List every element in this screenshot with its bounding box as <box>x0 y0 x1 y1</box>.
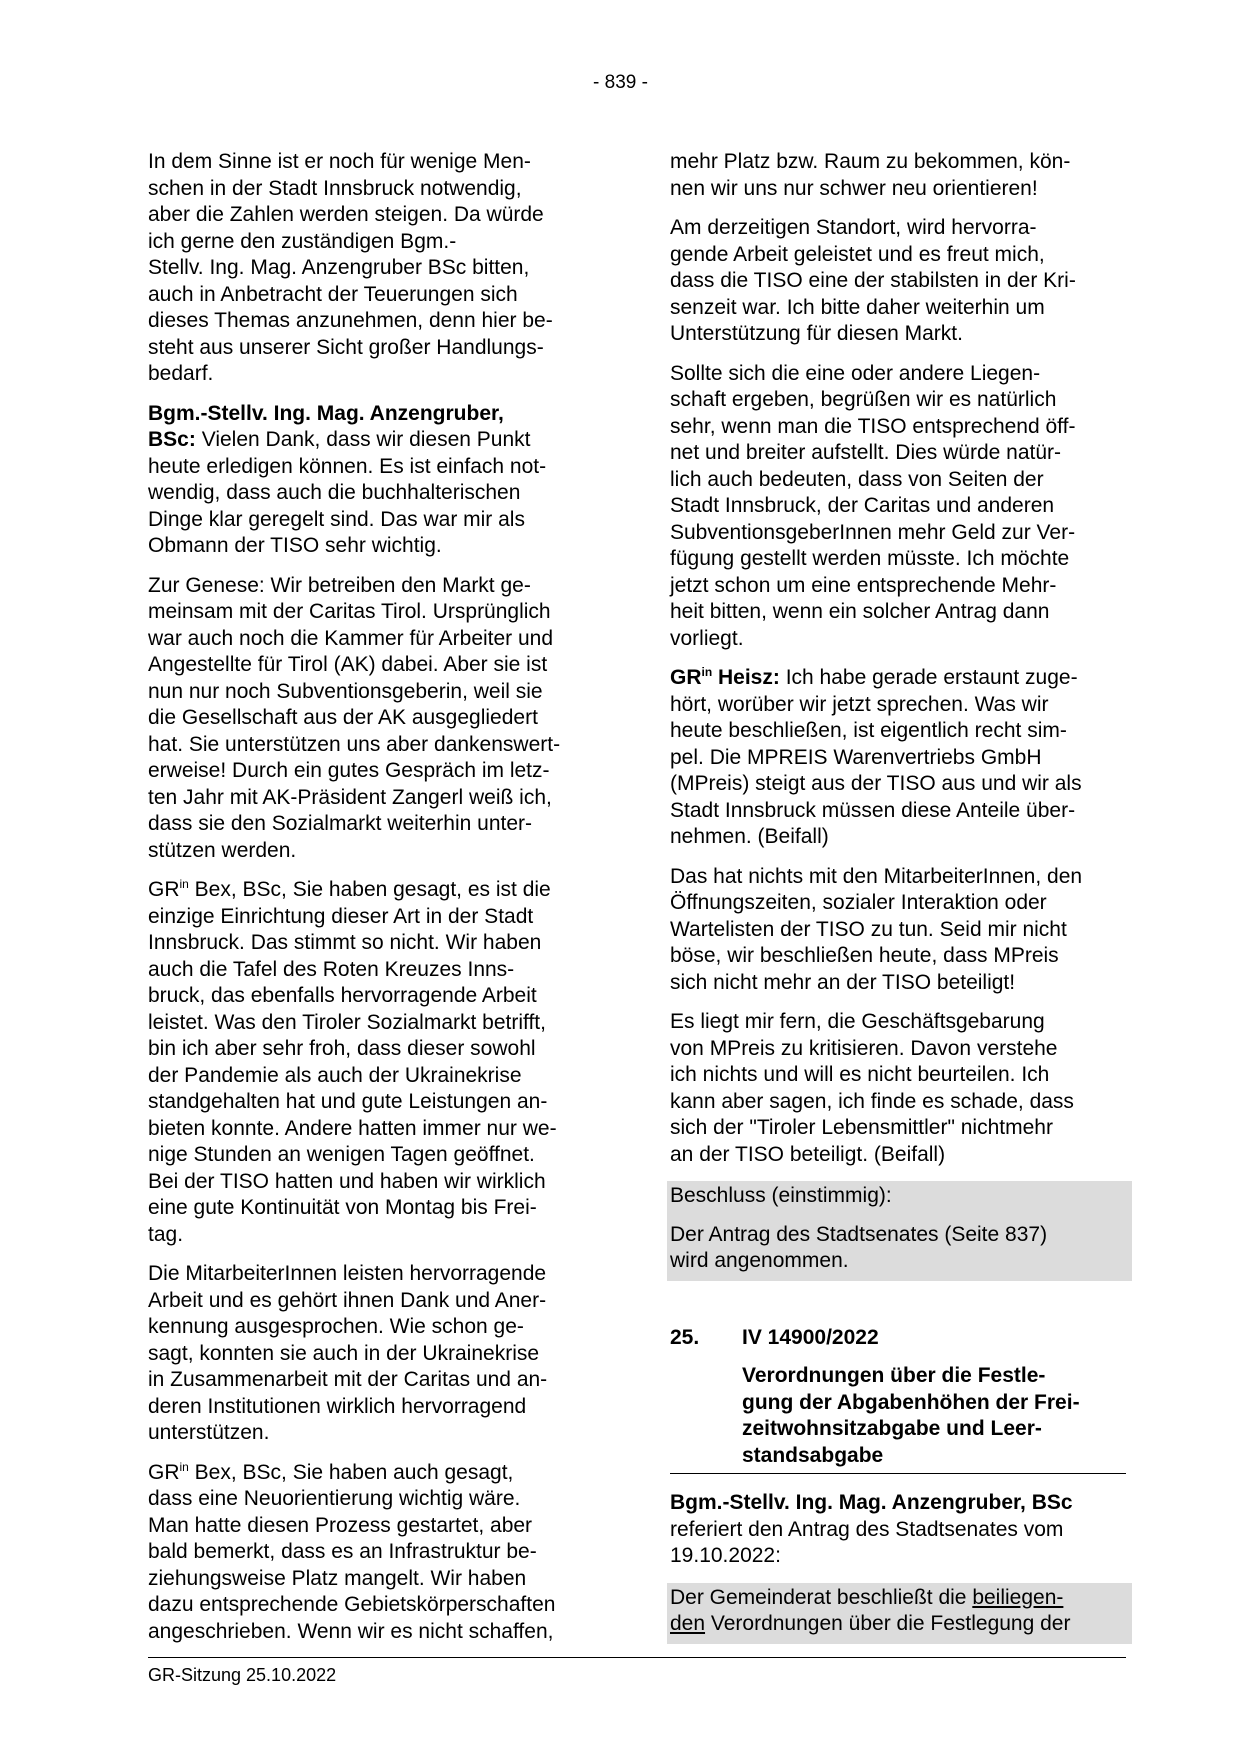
paragraph: Sollte sich die eine oder andere Liegen- schaft ergeben, begrüßen wir es natürlich sehr, wenn man die TISO entsprechend öff- net und breiter aufstellt. Dies würde natür- lich auch bedeuten, dass von Seiten der Stadt Innsbruck, der Caritas und anderen SubventionsgeberInnen mehr Geld zur Ver- fügung gestellt werden müsste. Ich möchte jetzt schon um eine entsprechende Mehr- heit bitten, wenn ein solcher Antrag dann vorliegt. <box>670 361 1076 650</box>
paragraph: Es liegt mir fern, die Geschäftsgebarung von MPreis zu kritisieren. Davon verstehe ich nichts und will es nicht beurteilen. Ich kann aber sagen, ich finde es schade, dass sich der "Tiroler Lebensmittler" nichtmehr an der TISO beteiligt. (Beifall) <box>670 1010 1074 1166</box>
page-number: - 839 - <box>593 72 648 93</box>
motion-box <box>667 1583 1132 1644</box>
footer-text: GR-Sitzung 25.10.2022 <box>148 1665 337 1685</box>
resolution-title: Beschluss (einstimmig): <box>670 1184 892 1207</box>
footer-divider <box>148 1657 1126 1658</box>
motion-text: Der Gemeinderat beschließt die beiliegen- den Verordnungen über die Festlegung der <box>670 1585 1071 1635</box>
speaker-name: Bgm.-Stellv. Ing. Mag. Anzengruber, <box>148 401 504 425</box>
referent-name: Bgm.-Stellv. Ing. Mag. Anzengruber, BSc <box>670 1491 1073 1514</box>
paragraph: In dem Sinne ist er noch für wenige Men- schen in der Stadt Innsbruck notwendig, aber die Zahlen werden steigen. Da würde ich gerne den zuständigen Bgm.- Stellv. Ing. Mag. Anzengruber BSc bitten, auch in Anbetracht der Teuerungen sich dieses Themas anzunehmen, denn hier be- steht aus unserer Sicht großer Handlungs- bedarf. <box>148 150 553 385</box>
paragraph: mehr Platz bzw. Raum zu bekommen, kön- nen wir uns nur schwer neu orientieren! <box>670 150 1071 200</box>
paragraph: Zur Genese: Wir betreiben den Markt ge- meinsam mit der Caritas Tirol. Ursprünglich war auch noch die Kammer für Arbeiter und Angestellte für Tirol (AK) dabei. Aber sie ist nun nur noch Subventionsgeberin, weil sie die Gesellschaft aus der AK ausgegliedert hat. Sie unterstützen uns aber dankenswert- erweise! Durch ein gutes Gespräch im letz- ten Jahr mit AK-Präsident Zangerl weiß ich, dass sie den Sozialmarkt weiterhin unter- stützen werden. <box>148 573 561 862</box>
agenda-reference: IV 14900/2022 <box>742 1325 879 1349</box>
speaker-name-cont: BSc: <box>148 428 196 451</box>
referent-paragraph: Bgm.-Stellv. Ing. Mag. Anzengruber, BSc referiert den Antrag des Stadtsenates vom 19.10.2022: <box>670 1491 1073 1567</box>
speaker-paragraph: Bgm.-Stellv. Ing. Mag. Anzengruber, BSc: Vielen Dank, dass wir diesen Punkt heute erledigen können. Es ist einfach not- wendig, dass auch die buchhalterischen Dinge klar geregelt sind. Das war mir als Obmann der TISO sehr wichtig. <box>148 401 547 557</box>
paragraph: Die MitarbeiterInnen leisten hervorragende Arbeit und es gehört ihnen Dank und Aner- kennung ausgesprochen. Wie schon ge- sagt, konnten sie auch in der Ukrainekrise in Zusammenarbeit mit der Caritas und an- deren Institutionen wirklich hervorragend unterstützen. <box>148 1262 548 1444</box>
agenda-number: 25. <box>670 1325 700 1349</box>
speaker-paragraph: $GR^{in}$ Heisz: Ich habe gerade erstaunt zuge- hört, worüber wir jetzt sprechen. Was wir heute beschließen, ist eigentlich recht sim- pel. Die MPREIS Warenvertriebs GmbH (MPreis) steigt aus der TISO aus und wir als Stadt Innsbruck müssen diese Anteile über- nehmen. (Beifall) <box>670 665 1082 848</box>
resolution-text: Der Antrag des Stadtsenates (Seite 837) wird angenommen. <box>670 1222 1048 1272</box>
paragraph: Am derzeitigen Standort, wird hervorra- gende Arbeit geleistet und es freut mich, dass die TISO eine der stabilsten in der Kri- senzeit war. Ich bitte daher weiterhin um Unterstützung für diesen Markt. <box>670 216 1076 345</box>
agenda-item <box>670 1325 1126 1475</box>
speaker-name: $GR^{in}$ Heisz: <box>670 665 780 689</box>
agenda-title: Verordnungen über die Festle- gung der Abgabenhöhen der Frei- zeitwohnsitzabgabe und Leer- standsabgabe <box>742 1364 1080 1467</box>
paragraph: $GR^{in}$ Bex, BSc, Sie haben auch gesagt, dass eine Neuorientierung wichtig wäre. Man hatte diesen Prozess gestartet, aber bald bemerkt, dass es an Infrastruktur be- ziehungsweise Platz mangelt. Wir haben dazu entsprechende Gebietskörperschaften angeschrieben. Wenn wir es nicht schaffen, <box>148 1459 556 1643</box>
paragraph: $GR^{in}$ Bex, BSc, Sie haben gesagt, es ist die einzige Einrichtung dieser Art in der Stadt Innsbruck. Das stimmt so nicht. Wir haben auch die Tafel des Roten Kreuzes Inns- bruck, das ebenfalls hervorragende Arbeit leistet. Was den Tiroler Sozialmarkt betrifft, bin ich aber sehr froh, dass dieser sowohl der Pandemie als auch der Ukrainekrise standgehalten hat und gute Leistungen an- bieten konnte. Andere hatten immer nur we- nige Stunden an wenigen Tagen geöffnet. Bei der TISO hatten und haben wir wirklich eine gute Kontinuität von Montag bis Frei- tag. <box>148 877 557 1246</box>
right-column <box>670 149 1126 1644</box>
paragraph: Das hat nichts mit den MitarbeiterInnen, den Öffnungszeiten, sozialer Interaktion oder Wartelisten der TISO zu tun. Seid mir nicht böse, wir beschließen heute, dass MPreis sich nicht mehr an der TISO beteiligt! <box>670 864 1083 994</box>
left-column <box>148 149 608 1658</box>
agenda-divider <box>670 1473 1126 1474</box>
resolution-box <box>667 1181 1132 1281</box>
